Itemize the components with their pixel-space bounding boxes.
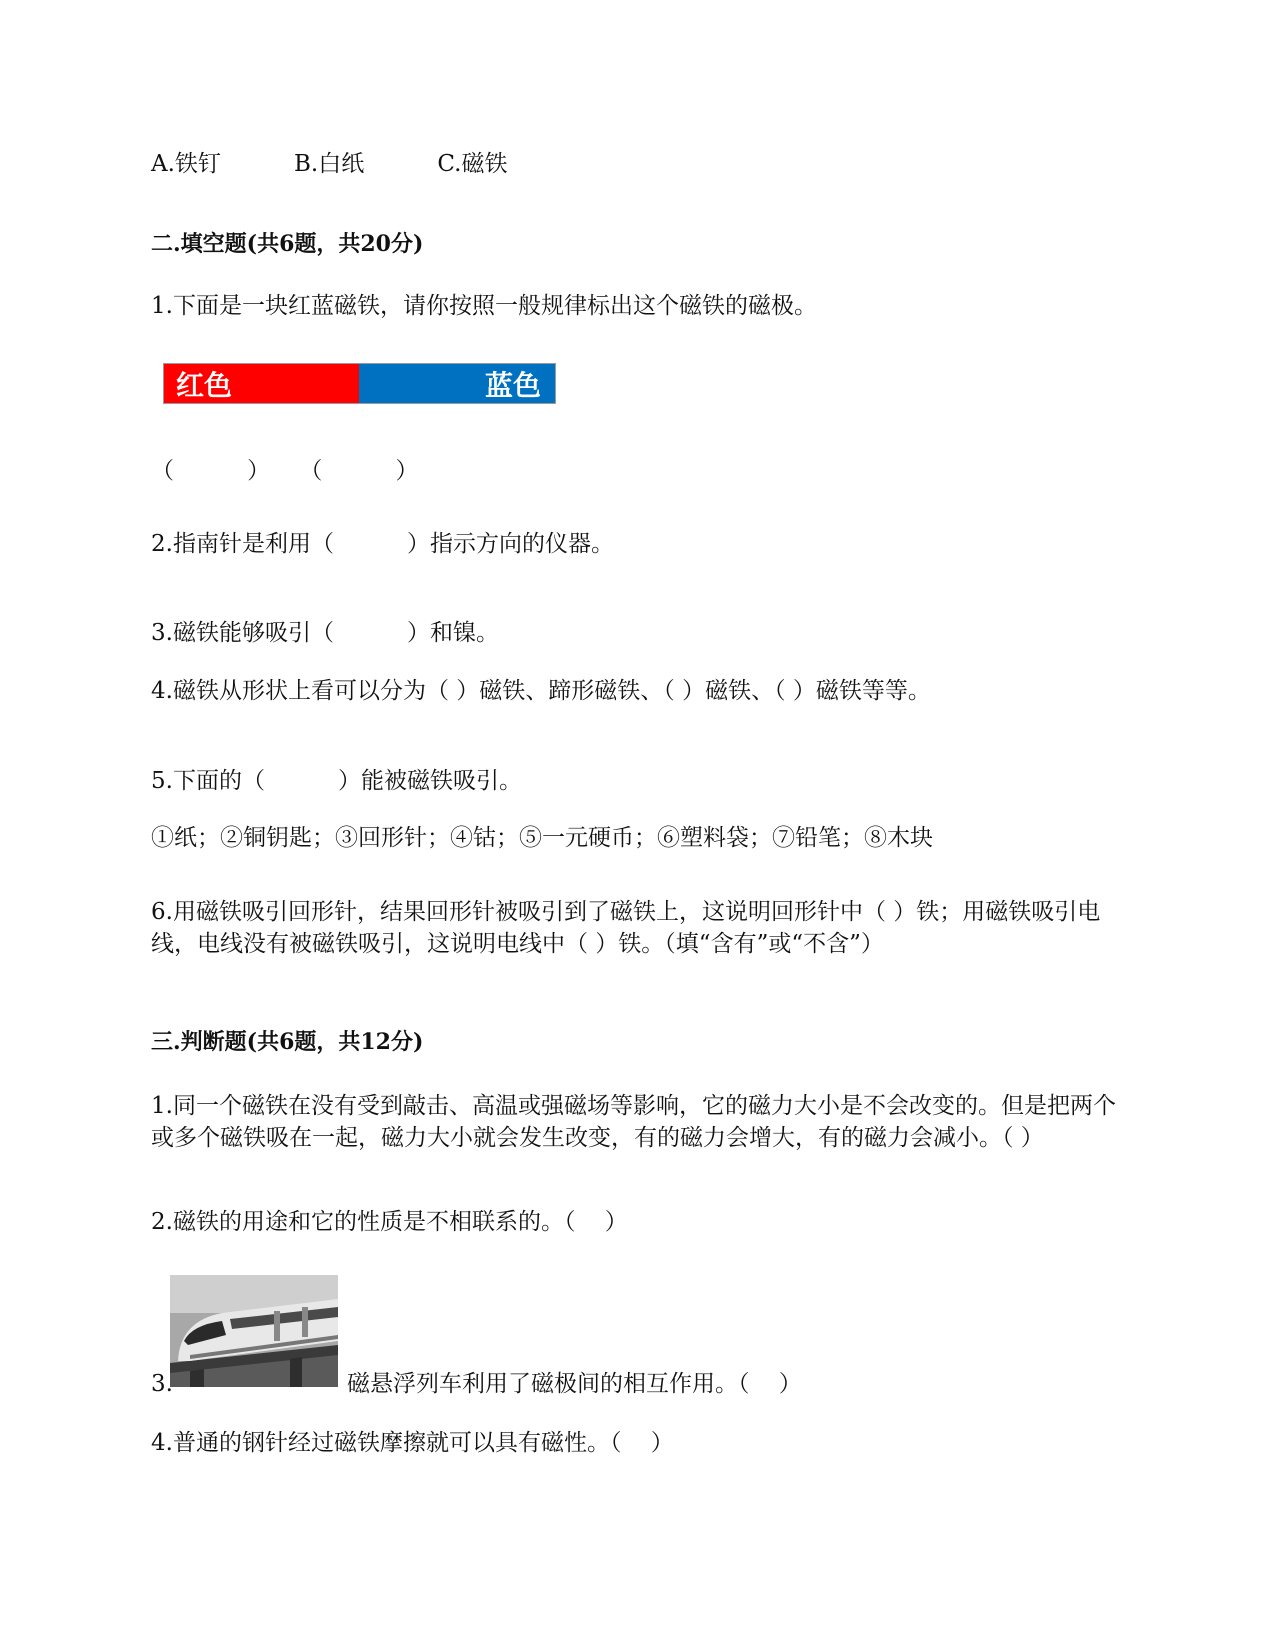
question-2-4: 4.磁铁从形状上看可以分为（ ）磁铁、蹄形磁铁、（ ）磁铁、（ ）磁铁等等。 [151,678,931,704]
section-heading-true-false: 三.判断题(共6题，共12分) [151,1029,424,1055]
question-3-1: 1.同一个磁铁在没有受到敲击、高温或强磁场等影响，它的磁力大小是不会改变的。但是把两个或多个磁铁吸在一起，磁力大小就会发生改变，有的磁力会增大，有的磁力会减小。（ ） [151,1093,1116,1151]
section-heading-fill-in: 二.填空题(共6题，共20分) [151,231,424,257]
question-2-2: 2.指南针是利用（ ）指示方向的仪器。 [151,531,615,557]
question-2-5: 5.下面的（ ）能被磁铁吸引。 [151,768,523,794]
question-2-3: 3.磁铁能够吸引（ ）和镍。 [151,620,500,646]
question-3-2: 2.磁铁的用途和它的性质是不相联系的。（ ） [151,1209,628,1235]
question-2-1: 1.下面是一块红蓝磁铁，请你按照一般规律标出这个磁铁的磁极。 [151,293,817,319]
magnet-red-half [164,364,359,403]
question-2-5-items: ①纸；②铜钥匙；③回形针；④钴；⑤一元硬币；⑥塑料袋；⑦铅笔；⑧木块 [151,825,933,851]
question-3-3-number: 3. [151,1371,173,1397]
answer-options: A.铁钉 B.白纸 C.磁铁 [151,151,508,177]
red-blue-magnet-diagram [163,363,556,404]
question-3-4: 4.普通的钢针经过磁铁摩擦就可以具有磁性。（ ） [151,1430,674,1456]
maglev-train-photo [170,1275,338,1387]
question-2-6: 6.用磁铁吸引回形针，结果回形针被吸引到了磁铁上，这说明回形针中（ ）铁；用磁铁吸引电线，电线没有被磁铁吸引，这说明电线中（ ）铁。（填“含有”或“不含”） [151,899,1101,957]
magnet-blue-half [359,364,556,403]
magnet-pole-blanks: （ ） （ ） [151,458,419,484]
magnet-red-label: 红色 [176,368,233,402]
question-3-3: 磁悬浮列车利用了磁极间的相互作用。（ ） [347,1371,802,1397]
magnet-blue-label: 蓝色 [484,368,541,402]
